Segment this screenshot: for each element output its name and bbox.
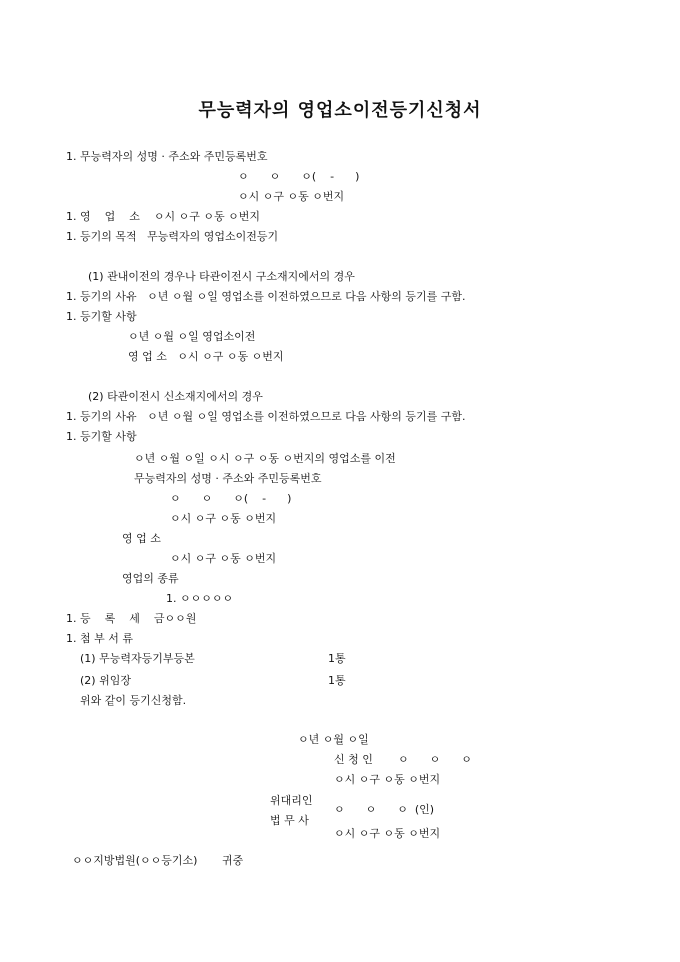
person-name-line: ㅇ ㅇ ㅇ( - ) — [238, 170, 360, 183]
case2-matters-label: 1. 등기할 사항 — [66, 430, 137, 443]
attachment-item-2-count: 1통 — [328, 674, 346, 687]
case2-reason: 1. 등기의 사유 ㅇ년 ㅇ월 ㅇ일 영업소를 이전하였으므로 다음 사항의 등기를 구함. — [66, 410, 466, 423]
document-title: 무능력자의 영업소이전등기신청서 — [198, 100, 482, 121]
agent-address: ㅇ시 ㅇ구 ㅇ동 ㅇ번지 — [334, 827, 441, 840]
case1-date-line: ㅇ년 ㅇ월 ㅇ일 영업소이전 — [128, 330, 256, 343]
case2-person-label: 무능력자의 성명 · 주소와 주민등록번호 — [134, 472, 322, 485]
person-address-line: ㅇ시 ㅇ구 ㅇ동 ㅇ번지 — [238, 190, 345, 203]
attachments-label: 1. 첨 부 서 류 — [66, 632, 133, 645]
case2-business-label: 영업의 종류 — [122, 572, 179, 585]
case2-name-line: ㅇ ㅇ ㅇ( - ) — [170, 492, 292, 505]
person-info-label: 1. 무능력자의 성명 · 주소와 주민등록번호 — [66, 150, 268, 163]
court-addressee: ㅇㅇ지방법원(ㅇㅇ등기소) 귀중 — [72, 854, 244, 867]
attachment-item-2-name: (2) 위임장 — [80, 674, 131, 687]
office-line: 1. 영 업 소 ㅇ시 ㅇ구 ㅇ동 ㅇ번지 — [66, 210, 260, 223]
agent-label-1: 위대리인 — [270, 794, 313, 807]
case1-matters-label: 1. 등기할 사항 — [66, 310, 137, 323]
applicant-address: ㅇ시 ㅇ구 ㅇ동 ㅇ번지 — [334, 773, 441, 786]
case1-reason: 1. 등기의 사유 ㅇ년 ㅇ월 ㅇ일 영업소를 이전하였으므로 다음 사항의 등기를 구함. — [66, 290, 466, 303]
case2-business-item: 1. ㅇㅇㅇㅇㅇ — [166, 592, 234, 605]
case1-office-line: 영 업 소 ㅇ시 ㅇ구 ㅇ동 ㅇ번지 — [128, 350, 284, 363]
case1-heading: (1) 관내이전의 경우나 타관이전시 구소재지에서의 경우 — [88, 270, 355, 283]
case2-move-line: ㅇ년 ㅇ월 ㅇ일 ㅇ시 ㅇ구 ㅇ동 ㅇ번지의 영업소를 이전 — [134, 452, 396, 465]
applicant-label: 신 청 인 — [334, 753, 373, 766]
case2-office-label: 영 업 소 — [122, 532, 161, 545]
registration-tax-line: 1. 등 록 세 금ㅇㅇ원 — [66, 612, 197, 625]
agent-name: ㅇ ㅇ ㅇ (인) — [334, 803, 435, 816]
closing-statement: 위와 같이 등기신청함. — [80, 694, 187, 707]
case2-heading: (2) 타관이전시 신소재지에서의 경우 — [88, 390, 263, 403]
attachment-item-1-name: (1) 무능력자등기부등본 — [80, 652, 195, 665]
application-date: ㅇ년 ㅇ월 ㅇ일 — [298, 733, 369, 746]
purpose-line: 1. 등기의 목적 무능력자의 영업소이전등기 — [66, 230, 279, 243]
applicant-name: ㅇ ㅇ ㅇ — [398, 753, 472, 766]
agent-label-2: 법 무 사 — [270, 814, 309, 827]
case2-address-line: ㅇ시 ㅇ구 ㅇ동 ㅇ번지 — [170, 512, 277, 525]
case2-office-address: ㅇ시 ㅇ구 ㅇ동 ㅇ번지 — [170, 552, 277, 565]
attachment-item-1-count: 1통 — [328, 652, 346, 665]
